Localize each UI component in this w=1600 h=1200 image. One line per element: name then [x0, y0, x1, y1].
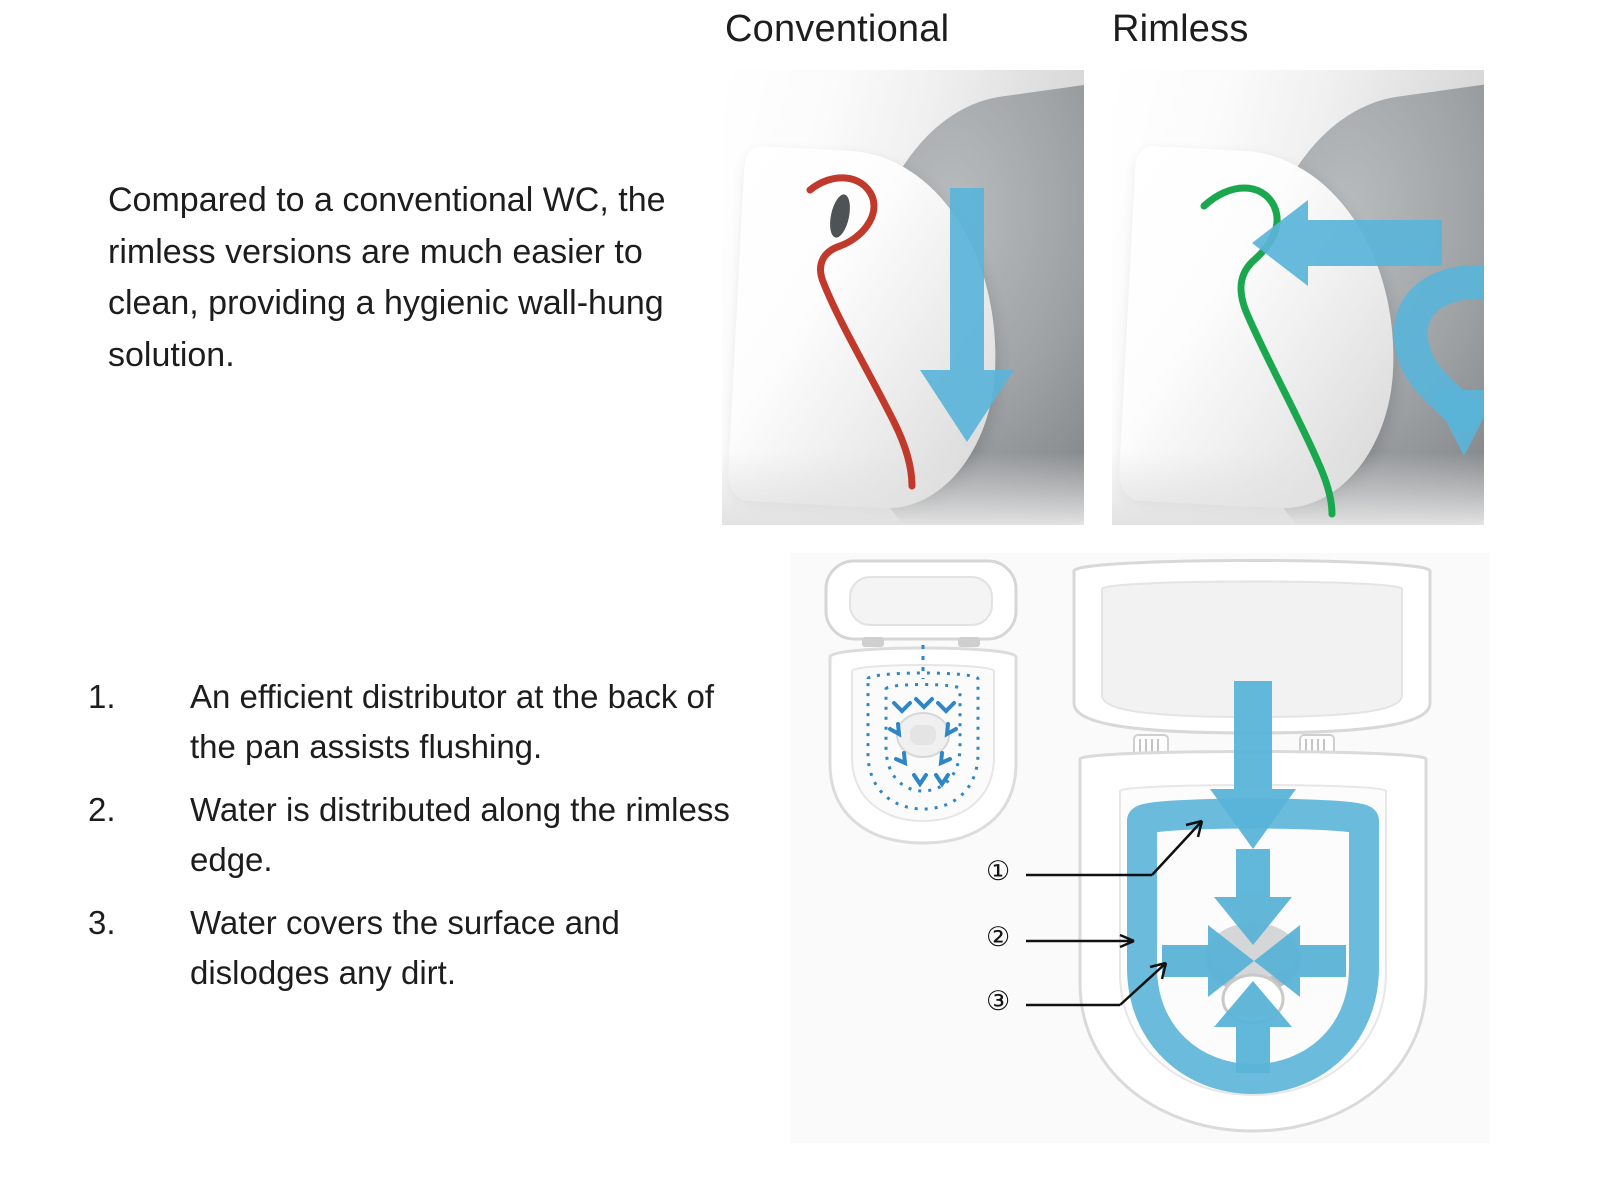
step-text: An efficient distributor at the back of the pan assists flushing. [190, 678, 715, 765]
conventional-wc-illustration [722, 70, 1084, 525]
step-number: 3. [88, 904, 116, 941]
right-pan-topview [1074, 561, 1430, 1132]
step-number: 2. [88, 791, 116, 828]
list-item [88, 898, 748, 997]
bottom-overlay [790, 553, 1490, 1143]
panel-label-conventional: Conventional [725, 8, 950, 50]
list-item [88, 785, 748, 884]
arrow-down-icon [920, 188, 1014, 442]
panel-label-rimless: Rimless [1112, 8, 1249, 50]
arrow-left-icon [1252, 200, 1442, 286]
step-number: 1. [88, 678, 116, 715]
rimless-wc-illustration [1112, 70, 1484, 525]
rimless-flush-topview-illustration [790, 553, 1490, 1143]
step-text: Water is distributed along the rimless edge. [190, 791, 730, 878]
steps-list [88, 672, 748, 1011]
rim-slot-icon [827, 193, 854, 240]
intro-paragraph: Compared to a conventional WC, the rimless versions are much easier to clean, providing a hygienic wall-hung solution. [108, 181, 666, 375]
conventional-rim-highlight [810, 178, 912, 486]
conventional-overlay [722, 70, 1084, 525]
left-pan-topview [826, 561, 1016, 843]
callout-marker-2: ② [986, 922, 1011, 952]
callout-marker-1: ① [986, 856, 1011, 886]
step-text: Water covers the surface and dislodges any dirt. [190, 904, 620, 991]
callout-marker-3: ③ [986, 986, 1011, 1016]
curved-arrow-icon [1411, 282, 1484, 456]
rimless-overlay [1112, 70, 1484, 525]
list-item [88, 672, 748, 771]
